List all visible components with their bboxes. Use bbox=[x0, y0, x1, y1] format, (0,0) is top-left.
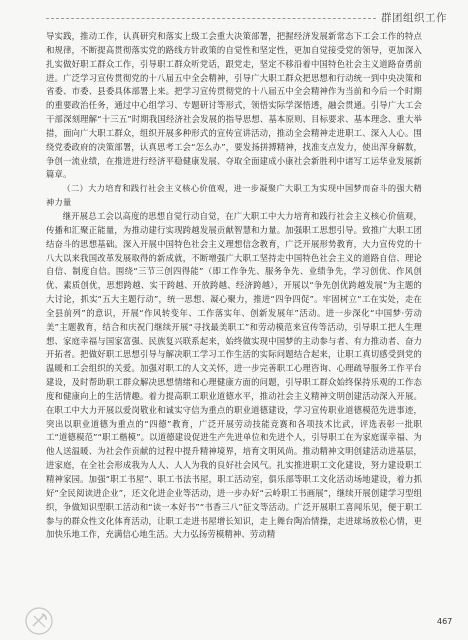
running-header-title: 群团组织工作 bbox=[381, 12, 447, 24]
party-emblem-icon bbox=[24, 606, 54, 636]
header-rule bbox=[46, 18, 376, 19]
paragraph: 继开展总工会以高度的思想自觉行动自觉，在广大职工中大力培育和践行社会主义核心价值观，传播和汇聚正能量，为推动建行实现跨越发展贡献智慧和力量。加强职工思想引导。致推广大职工团结奋斗的思想基础。深入开展中国特色社会主义理想信念教育，广泛开展形势教育，大力宣传党的十八大以来我国改革发展取得的新成就，不断增强广大职工坚持走中国特色社会主义的道路自信、理论自信、制度自信。围绕“三节三创四得能”（即工作争先、服务争先、业绩争先，学习创优、作风创优、素质创优，思想跨越、实干跨越、开放跨越、经济跨越），开展以“争先创优跨越发展”为主题的大讨论，抓实“五大主题行动”，统一思想、凝心聚力，推进“四争四促”。牢固树立“工在实处，走在全县前列”的意识，开展“作风转变年、工作落实年、创新发展年”活动。进一步深化“中国梦·劳动美”主题教育，结合和庆祝门继续开展“寻找最美职工”和劳动模范来宣传等活动，引导职工把人生理想、家庭幸福与国家富强、民族复兴联系起来，始终做实现中国梦的主动参与者、有力推动者、奋力开拓者。把做好职工思想引导与解决职工学习工作生活的实际问题结合起来，让职工真切感受到党的温暖和工会组织的关爱。加强对职工的人文关怀，进一步完善职工心理咨询、心理疏导服务工作平台建设，及时帮助职工群众解决思想情绪和心理健康方面的问题，引导职工群众始终保持乐观的工作态度和健康向上的生活情趣。着力提高职工职业道德水平，推动社会主义精神文明创建活动深入开展。在职工中大力开展以爱岗敬业和诚实守信为重点的职业道德建设，学习宣传职业道德模范先进事迹，突出以职业道德为重点的“四德”教育，广泛开展劳动技能竞赛和各项技术比武，评选表彰一批职工“道德模范”“职工楷模”。以道德建设促进生产先进单位和先进个人，引导职工在为家庭谋幸福、为他人送温暖、为社会作贡献的过程中提升精神境界，培育文明风尚。推动精神文明创建活动进基层，进家庭，在全社会形成我为人人、人人为我的良好社会风气。扎实推进职工文化建设，努力建设职工精神家园。加强“职工书屋”、职工书法书屋，职工活动室，俱乐部等职工文化活动场地建设，着力抓好“全民阅读进企业”，还文化进企业等活动，进一步办好“云岭职工书画展”，继续开展创建学习型组织，争做知识型职工活动和“读一本好书”“书香三八”征文等活动。广泛开展职工喜闻乐见，便于职工参与的群众性文化体育活动，让职工走进书屋增长知识，走上舞台陶冶情操，走进球场放松心情，更加快乐地工作，充满信心地生活。大力弘扬劳模精神、劳动精 bbox=[46, 210, 422, 540]
paragraph: 导实践，推动工作，认真研究和落实上级工会重大决策部署，把握经济发展新常态下工会工作的特点和规律，不断提高贯彻落实党的路线方针政策的自觉性和坚定性，更加自觉接受党的领导，更加深入扎实做好职工群众工作，引导职工群众听党话，跟党走，坚定不移沿着中国特色社会主义道路奋勇前进。广泛学习宣传贯彻党的十八届五中全会精神，引导广大职工群众把思想和行动统一到中央决策和省委、市委、县委具体部署上来。把学习宣传贯彻党的十八届五中全会精神作为当前和今后一个时期的重要政治任务，通过中心组学习、专题研讨等形式，领悟实际学深悟透，融会贯通。引导广大工会干部深刻理解“十三五”时期我国经济社会发展的指导思想、基本原则、目标要求、基本理念、重大举措，面向广大职工群众，组织开展多种形式的宣传宣讲活动，推动全会精神走进职工、深入人心。围绕党委政府的决策部署，认真思考工会“怎么办”，要发扬拼搏精神，找准支点发力，使出浑身解数，争创一流业绩，在推进进行经济平稳健康发展、夺取全面建成小康社会新胜利中诸写工运华业发展新篇章。 bbox=[46, 31, 422, 180]
body-text bbox=[46, 30, 422, 542]
page-number: 467 bbox=[437, 617, 453, 626]
section-heading: （二）大力培育和践行社会主义核心价值观，进一步凝聚广大职工为实现中国梦而奋斗的强大精神力量 bbox=[46, 183, 422, 208]
